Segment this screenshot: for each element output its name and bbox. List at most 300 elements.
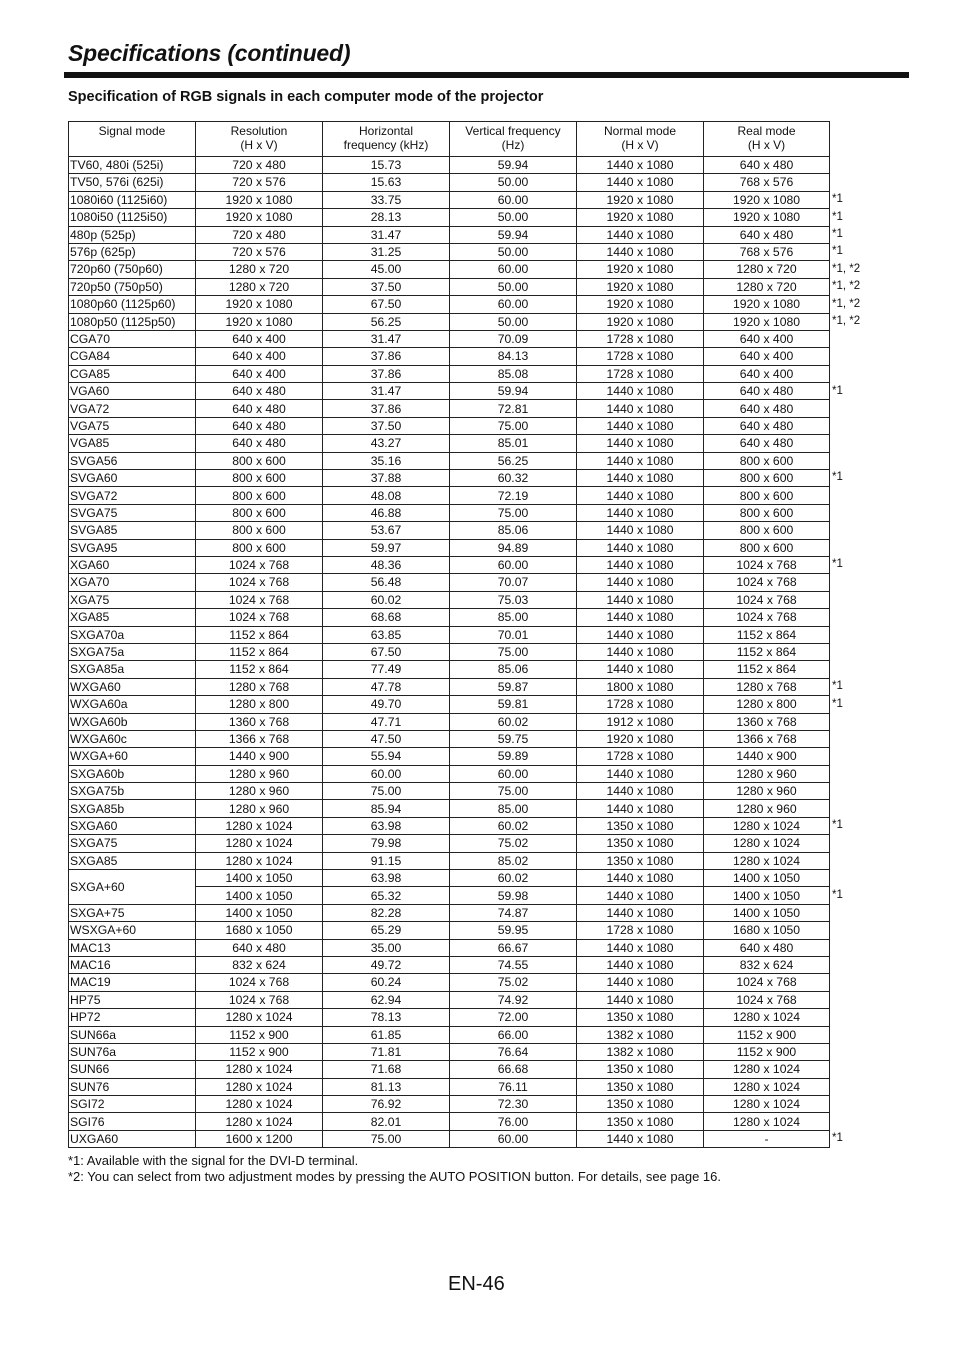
cell-signal-mode: WSXGA+60 [69,922,196,939]
cell-real-mode: 1152 x 900 [704,1043,830,1060]
cell-note [830,330,870,347]
cell-signal-mode: SXGA60b [69,765,196,782]
cell-real-mode: 1280 x 1024 [704,1113,830,1130]
cell-signal-mode: 1080i60 (1125i60) [69,191,196,208]
cell-horizontal-frequency: 37.86 [323,348,450,365]
cell-vertical-frequency: 75.00 [450,417,577,434]
cell-real-mode: 640 x 480 [704,435,830,452]
cell-resolution: 640 x 480 [196,400,323,417]
table-row [69,365,870,382]
cell-real-mode: 1680 x 1050 [704,922,830,939]
table-row [69,870,870,887]
cell-resolution: 1440 x 900 [196,748,323,765]
cell-horizontal-frequency: 71.81 [323,1043,450,1060]
cell-resolution: 1280 x 1024 [196,1113,323,1130]
cell-resolution: 1280 x 1024 [196,1061,323,1078]
cell-normal-mode: 1440 x 1080 [577,243,704,260]
table-row [69,765,870,782]
cell-note [830,522,870,539]
table-row [69,974,870,991]
table-row [69,783,870,800]
cell-normal-mode: 1440 x 1080 [577,435,704,452]
cell-normal-mode: 1440 x 1080 [577,991,704,1008]
cell-real-mode: 1280 x 1024 [704,1061,830,1078]
cell-signal-mode: VGA85 [69,435,196,452]
cell-normal-mode: 1440 x 1080 [577,870,704,887]
cell-note [830,591,870,608]
cell-normal-mode: 1440 x 1080 [577,939,704,956]
cell-horizontal-frequency: 47.78 [323,678,450,695]
cell-signal-mode: SGI76 [69,1113,196,1130]
cell-signal-mode: XGA75 [69,591,196,608]
table-row [69,678,870,695]
cell-vertical-frequency: 50.00 [450,174,577,191]
cell-real-mode: 800 x 600 [704,487,830,504]
cell-normal-mode: 1920 x 1080 [577,296,704,313]
cell-real-mode: 1280 x 720 [704,261,830,278]
cell-horizontal-frequency: 60.00 [323,765,450,782]
cell-normal-mode: 1800 x 1080 [577,678,704,695]
cell-real-mode: 1280 x 1024 [704,1009,830,1026]
cell-resolution: 640 x 400 [196,330,323,347]
cell-vertical-frequency: 85.01 [450,435,577,452]
cell-normal-mode: 1440 x 1080 [577,1130,704,1147]
cell-horizontal-frequency: 65.32 [323,887,450,904]
table-row [69,1043,870,1060]
cell-normal-mode: 1440 x 1080 [577,522,704,539]
cell-real-mode: 800 x 600 [704,504,830,521]
cell-vertical-frequency: 59.94 [450,383,577,400]
cell-vertical-frequency: 66.68 [450,1061,577,1078]
cell-real-mode: 640 x 480 [704,417,830,434]
cell-signal-mode: MAC19 [69,974,196,991]
cell-normal-mode: 1440 x 1080 [577,539,704,556]
cell-vertical-frequency: 72.30 [450,1096,577,1113]
cell-note [830,365,870,382]
table-row [69,1078,870,1095]
cell-signal-mode: 1080i50 (1125i50) [69,209,196,226]
cell-signal-mode: SUN76a [69,1043,196,1060]
cell-real-mode: 1920 x 1080 [704,313,830,330]
cell-horizontal-frequency: 59.97 [323,539,450,556]
cell-vertical-frequency: 60.00 [450,765,577,782]
cell-vertical-frequency: 60.32 [450,470,577,487]
cell-note [830,835,870,852]
cell-note: *1 [832,819,843,832]
cell-note [830,487,870,504]
cell-signal-mode: XGA60 [69,556,196,573]
cell-resolution: 1280 x 960 [196,783,323,800]
cell-normal-mode: 1440 x 1080 [577,226,704,243]
cell-horizontal-frequency: 82.28 [323,904,450,921]
table-row [69,383,870,400]
cell-vertical-frequency: 85.06 [450,661,577,678]
cell-vertical-frequency: 75.02 [450,835,577,852]
cell-resolution: 1280 x 1024 [196,1009,323,1026]
cell-horizontal-frequency: 37.50 [323,278,450,295]
cell-real-mode: 640 x 480 [704,400,830,417]
cell-note [830,1113,870,1130]
cell-vertical-frequency: 75.00 [450,504,577,521]
cell-normal-mode: 1440 x 1080 [577,974,704,991]
cell-signal-mode: VGA72 [69,400,196,417]
table-row [69,417,870,434]
cell-normal-mode: 1350 x 1080 [577,1061,704,1078]
cell-resolution: 640 x 400 [196,365,323,382]
cell-signal-mode: CGA70 [69,330,196,347]
cell-resolution: 1152 x 900 [196,1043,323,1060]
cell-real-mode: 1152 x 900 [704,1026,830,1043]
cell-signal-mode: 720p60 (750p60) [69,261,196,278]
table-row [69,1130,870,1147]
cell-horizontal-frequency: 75.00 [323,783,450,800]
cell-resolution: 1920 x 1080 [196,191,323,208]
cell-signal-mode: 480p (525p) [69,226,196,243]
table-row [69,643,870,660]
cell-note: *1, *2 [832,280,861,293]
cell-real-mode: 1400 x 1050 [704,887,830,904]
cell-vertical-frequency: 60.00 [450,261,577,278]
cell-horizontal-frequency: 49.72 [323,956,450,973]
cell-horizontal-frequency: 63.98 [323,817,450,834]
cell-note: *1, *2 [832,262,861,275]
table-row [69,174,870,191]
cell-signal-mode: SVGA72 [69,487,196,504]
page-title: Specifications (continued) [68,40,351,66]
page-number: EN-46 [448,1273,505,1295]
cell-real-mode: 1400 x 1050 [704,904,830,921]
cell-resolution: 1600 x 1200 [196,1130,323,1147]
cell-note: *1 [832,210,843,223]
cell-note [830,539,870,556]
cell-note [830,643,870,660]
cell-horizontal-frequency: 48.08 [323,487,450,504]
cell-normal-mode: 1440 x 1080 [577,609,704,626]
cell-real-mode: 768 x 576 [704,174,830,191]
cell-note [830,956,870,973]
cell-vertical-frequency: 60.00 [450,191,577,208]
cell-signal-mode: 1080p50 (1125p50) [69,313,196,330]
cell-real-mode: 1152 x 864 [704,661,830,678]
cell-note: *1, *2 [832,314,861,327]
cell-normal-mode: 1440 x 1080 [577,626,704,643]
table-row [69,609,870,626]
footnote-1: *1: Available with the signal for the DVI-D terminal. [68,1153,359,1168]
cell-horizontal-frequency: 67.50 [323,643,450,660]
cell-vertical-frequency: 85.08 [450,365,577,382]
cell-real-mode: 1280 x 1024 [704,1096,830,1113]
cell-signal-mode: SVGA75 [69,504,196,521]
cell-note: *1 [832,888,843,901]
cell-real-mode: 640 x 480 [704,157,830,174]
cell-note [830,452,870,469]
cell-signal-mode: VGA60 [69,383,196,400]
cell-normal-mode: 1440 x 1080 [577,800,704,817]
cell-normal-mode: 1440 x 1080 [577,661,704,678]
column-header-real-mode: Real mode (H x V) [704,122,830,157]
cell-note [830,1061,870,1078]
cell-horizontal-frequency: 55.94 [323,748,450,765]
cell-horizontal-frequency: 37.86 [323,365,450,382]
cell-real-mode: 1280 x 960 [704,800,830,817]
cell-real-mode: - [704,1130,830,1147]
cell-resolution: 1360 x 768 [196,713,323,730]
cell-real-mode: 1280 x 1024 [704,852,830,869]
cell-normal-mode: 1440 x 1080 [577,417,704,434]
cell-signal-mode: WXGA60c [69,730,196,747]
cell-real-mode: 800 x 600 [704,452,830,469]
cell-resolution: 1280 x 720 [196,261,323,278]
cell-signal-mode: SVGA85 [69,522,196,539]
cell-note: *1 [832,1132,843,1145]
cell-resolution: 1366 x 768 [196,730,323,747]
cell-resolution: 640 x 480 [196,417,323,434]
cell-real-mode: 640 x 480 [704,939,830,956]
cell-horizontal-frequency: 77.49 [323,661,450,678]
cell-resolution: 1280 x 960 [196,765,323,782]
cell-resolution: 1400 x 1050 [196,904,323,921]
cell-normal-mode: 1920 x 1080 [577,209,704,226]
table-header-row [69,122,870,157]
cell-horizontal-frequency: 49.70 [323,696,450,713]
column-header-notes [830,122,870,157]
cell-normal-mode: 1350 x 1080 [577,817,704,834]
cell-note [830,1078,870,1095]
cell-note [830,974,870,991]
cell-normal-mode: 1440 x 1080 [577,174,704,191]
cell-horizontal-frequency: 81.13 [323,1078,450,1095]
cell-resolution: 1920 x 1080 [196,313,323,330]
cell-horizontal-frequency: 75.00 [323,1130,450,1147]
cell-real-mode: 1280 x 960 [704,783,830,800]
cell-signal-mode: SVGA60 [69,470,196,487]
cell-resolution: 1400 x 1050 [196,870,323,887]
cell-vertical-frequency: 66.67 [450,939,577,956]
table-row [69,313,870,330]
cell-real-mode: 1024 x 768 [704,574,830,591]
cell-normal-mode: 1440 x 1080 [577,383,704,400]
cell-signal-mode: SXGA85a [69,661,196,678]
cell-resolution: 1400 x 1050 [196,887,323,904]
cell-note [830,435,870,452]
cell-signal-mode: SXGA75b [69,783,196,800]
cell-resolution: 1152 x 864 [196,661,323,678]
table-row [69,1026,870,1043]
table-row [69,922,870,939]
cell-normal-mode: 1440 x 1080 [577,783,704,800]
cell-real-mode: 1366 x 768 [704,730,830,747]
cell-signal-mode: XGA85 [69,609,196,626]
cell-note [830,157,870,174]
cell-vertical-frequency: 75.00 [450,783,577,800]
cell-resolution: 800 x 600 [196,487,323,504]
cell-signal-mode: SXGA75 [69,835,196,852]
cell-normal-mode: 1440 x 1080 [577,591,704,608]
cell-horizontal-frequency: 31.47 [323,330,450,347]
cell-signal-mode: SXGA60 [69,817,196,834]
cell-vertical-frequency: 85.00 [450,800,577,817]
cell-resolution: 1280 x 1024 [196,1096,323,1113]
cell-real-mode: 1360 x 768 [704,713,830,730]
cell-signal-mode: XGA70 [69,574,196,591]
table-row [69,1113,870,1130]
cell-horizontal-frequency: 31.47 [323,383,450,400]
cell-normal-mode: 1920 x 1080 [577,730,704,747]
cell-note [830,417,870,434]
cell-resolution: 1024 x 768 [196,609,323,626]
cell-real-mode: 1400 x 1050 [704,870,830,887]
cell-signal-mode: SXGA+75 [69,904,196,921]
cell-real-mode: 768 x 576 [704,243,830,260]
cell-horizontal-frequency: 43.27 [323,435,450,452]
cell-normal-mode: 1728 x 1080 [577,696,704,713]
cell-note [830,783,870,800]
table-row [69,800,870,817]
cell-real-mode: 1280 x 960 [704,765,830,782]
table-row [69,209,870,226]
cell-vertical-frequency: 75.03 [450,591,577,608]
table-row [69,539,870,556]
cell-signal-mode: SGI72 [69,1096,196,1113]
cell-vertical-frequency: 76.64 [450,1043,577,1060]
cell-normal-mode: 1440 x 1080 [577,400,704,417]
cell-real-mode: 1024 x 768 [704,591,830,608]
cell-vertical-frequency: 85.06 [450,522,577,539]
cell-normal-mode: 1440 x 1080 [577,452,704,469]
cell-signal-mode: HP75 [69,991,196,1008]
column-header-normal-mode: Normal mode (H x V) [577,122,704,157]
title-rule [64,72,909,78]
cell-vertical-frequency: 75.02 [450,974,577,991]
cell-note: *1, *2 [832,297,861,310]
cell-real-mode: 1280 x 720 [704,278,830,295]
cell-horizontal-frequency: 31.25 [323,243,450,260]
column-header-resolution: Resolution (H x V) [196,122,323,157]
table-body [69,157,870,1148]
cell-note [830,348,870,365]
cell-note [830,904,870,921]
cell-signal-mode: WXGA60b [69,713,196,730]
cell-vertical-frequency: 59.94 [450,157,577,174]
cell-vertical-frequency: 59.94 [450,226,577,243]
cell-note [830,800,870,817]
cell-resolution: 1152 x 864 [196,626,323,643]
cell-note [830,1043,870,1060]
cell-real-mode: 1920 x 1080 [704,191,830,208]
cell-real-mode: 640 x 400 [704,330,830,347]
cell-vertical-frequency: 70.09 [450,330,577,347]
cell-note: *1 [832,558,843,571]
cell-normal-mode: 1912 x 1080 [577,713,704,730]
cell-note [830,765,870,782]
cell-normal-mode: 1728 x 1080 [577,365,704,382]
cell-horizontal-frequency: 85.94 [323,800,450,817]
cell-vertical-frequency: 50.00 [450,209,577,226]
table-row [69,504,870,521]
cell-note [830,504,870,521]
cell-normal-mode: 1350 x 1080 [577,1096,704,1113]
cell-note: *1 [832,193,843,206]
cell-signal-mode: VGA75 [69,417,196,434]
cell-normal-mode: 1728 x 1080 [577,348,704,365]
cell-vertical-frequency: 85.02 [450,852,577,869]
table-row [69,730,870,747]
table-row [69,956,870,973]
footnotes [68,1153,721,1185]
rgb-signal-spec-table [68,121,870,1148]
cell-horizontal-frequency: 28.13 [323,209,450,226]
cell-resolution: 832 x 624 [196,956,323,973]
column-header-signal-mode: Signal mode [69,122,196,157]
cell-vertical-frequency: 72.81 [450,400,577,417]
cell-resolution: 1280 x 960 [196,800,323,817]
table-row [69,1009,870,1026]
table-row [69,452,870,469]
cell-horizontal-frequency: 53.67 [323,522,450,539]
section-heading: Specification of RGB signals in each computer mode of the projector [68,89,544,105]
cell-vertical-frequency: 94.89 [450,539,577,556]
cell-vertical-frequency: 74.92 [450,991,577,1008]
table-row [69,435,870,452]
cell-horizontal-frequency: 91.15 [323,852,450,869]
cell-signal-mode: SUN66 [69,1061,196,1078]
cell-signal-mode: TV50, 576i (625i) [69,174,196,191]
cell-vertical-frequency: 76.00 [450,1113,577,1130]
cell-normal-mode: 1440 x 1080 [577,956,704,973]
cell-note [830,609,870,626]
cell-normal-mode: 1440 x 1080 [577,556,704,573]
cell-note: *1 [832,384,843,397]
cell-signal-mode: CGA85 [69,365,196,382]
cell-signal-mode: UXGA60 [69,1130,196,1147]
cell-resolution: 1152 x 864 [196,643,323,660]
cell-signal-mode: SXGA70a [69,626,196,643]
cell-signal-mode: TV60, 480i (525i) [69,157,196,174]
cell-normal-mode: 1440 x 1080 [577,765,704,782]
cell-real-mode: 1920 x 1080 [704,296,830,313]
cell-note [830,939,870,956]
cell-real-mode: 1920 x 1080 [704,209,830,226]
table-row [69,852,870,869]
cell-signal-mode: SXGA+60 [69,870,196,905]
cell-note: *1 [832,471,843,484]
cell-normal-mode: 1920 x 1080 [577,261,704,278]
cell-normal-mode: 1920 x 1080 [577,313,704,330]
cell-note [830,922,870,939]
cell-real-mode: 1024 x 768 [704,974,830,991]
table-row [69,661,870,678]
cell-vertical-frequency: 60.02 [450,817,577,834]
cell-signal-mode: SUN66a [69,1026,196,1043]
table-row [69,243,870,260]
table-row [69,1061,870,1078]
cell-real-mode: 800 x 600 [704,470,830,487]
cell-real-mode: 640 x 480 [704,226,830,243]
cell-real-mode: 1152 x 864 [704,643,830,660]
cell-signal-mode: WXGA60 [69,678,196,695]
cell-normal-mode: 1440 x 1080 [577,470,704,487]
cell-vertical-frequency: 50.00 [450,278,577,295]
table-row [69,904,870,921]
table-row [69,835,870,852]
cell-horizontal-frequency: 37.86 [323,400,450,417]
cell-note [830,661,870,678]
cell-note [830,174,870,191]
cell-vertical-frequency: 84.13 [450,348,577,365]
cell-resolution: 640 x 480 [196,383,323,400]
cell-note [830,870,870,887]
cell-note [830,574,870,591]
